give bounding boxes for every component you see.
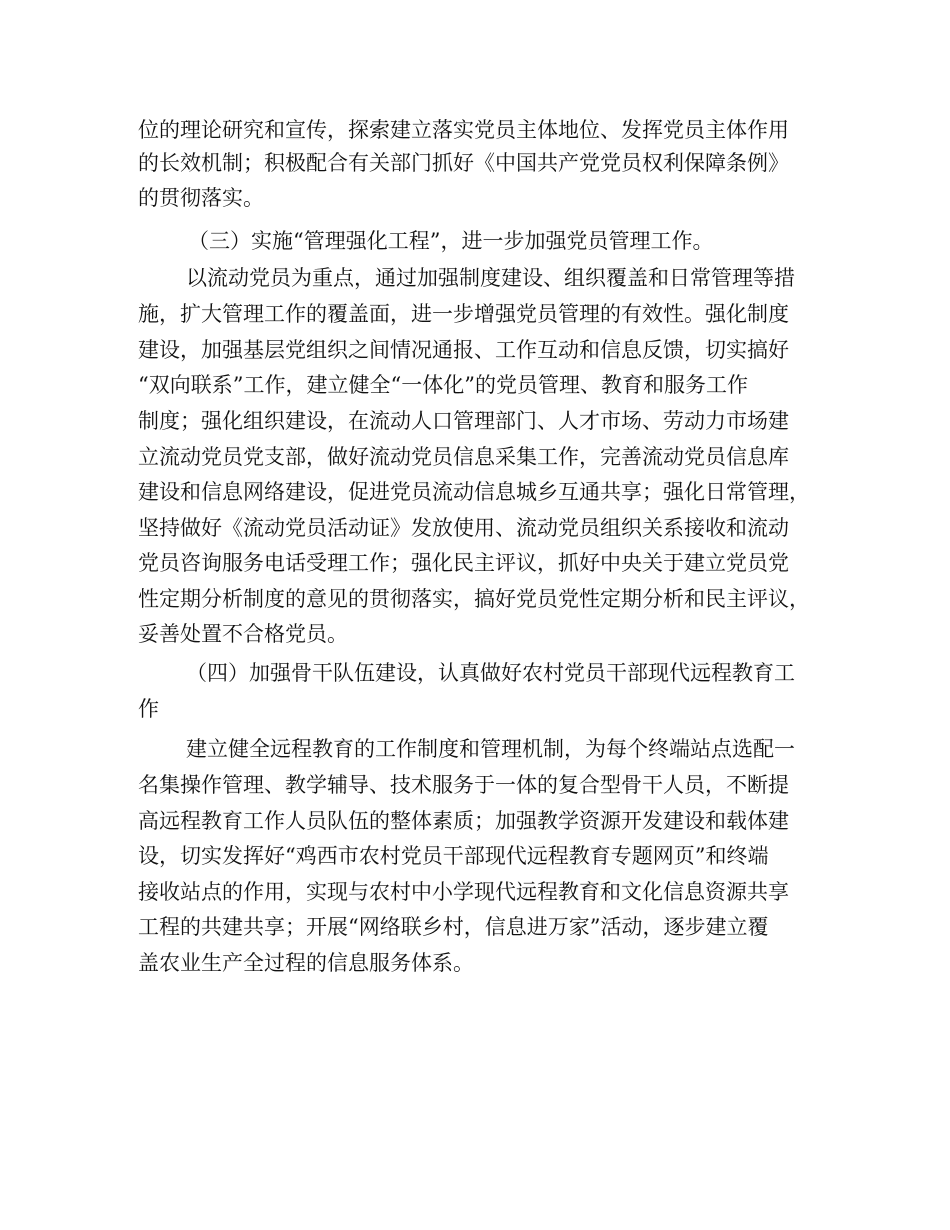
section-heading-4: （四）加强骨干队伍建设，认真做好农村党员干部现代远程教育工 — [186, 661, 795, 685]
text-line: 名集操作管理、教学辅导、技术服务于一体的复合型骨干人员，不断提 — [138, 773, 789, 797]
section-heading-4-continued: 作 — [138, 697, 159, 721]
text-line: 位的理论研究和宣传，探索建立落实党员主体地位、发挥党员主体作用 — [138, 118, 789, 142]
text-line: 建设和信息网络建设，促进党员流动信息城乡互通共享；强化日常管理， — [138, 480, 810, 504]
text-line: 的长效机制；积极配合有关部门抓好《中国共产党党员权利保障条例》 — [138, 151, 789, 175]
text-line: 盖农业生产全过程的信息服务体系。 — [138, 951, 474, 975]
text-line: 工程的共建共享；开展“网络联乡村，信息进万家”活动，逐步建立覆 — [138, 915, 769, 939]
text-line: 建立健全远程教育的工作制度和管理机制，为每个终端站点选配一 — [186, 737, 795, 761]
text-line: 制度；强化组织建设，在流动人口管理部门、人才市场、劳动力市场建 — [138, 409, 789, 433]
text-line: 高远程教育工作人员队伍的整体素质；加强教学资源开发建设和载体建 — [138, 809, 789, 833]
text-line: 接收站点的作用，实现与农村中小学现代远程教育和文化信息资源共享 — [138, 880, 789, 904]
section-heading-3: （三）实施“管理强化工程”，进一步加强党员管理工作。 — [188, 229, 714, 253]
text-line: 党员咨询服务电话受理工作；强化民主评议，抓好中央关于建立党员党 — [138, 551, 789, 575]
text-line: 妥善处置不合格党员。 — [138, 622, 348, 646]
text-line: 性定期分析制度的意见的贯彻落实，搞好党员党性定期分析和民主评议， — [138, 587, 810, 611]
text-line: 的贯彻落实。 — [138, 186, 264, 210]
text-line: “双向联系”工作，建立健全“一体化”的党员管理、教育和服务工作 — [138, 373, 748, 397]
text-line: 施，扩大管理工作的覆盖面，进一步增强党员管理的有效性。强化制度 — [138, 302, 789, 326]
text-line: 以流动党员为重点，通过加强制度建设、组织覆盖和日常管理等措 — [186, 266, 795, 290]
text-line: 坚持做好《流动党员活动证》发放使用、流动党员组织关系接收和流动 — [138, 516, 789, 540]
text-line: 设，切实发挥好“鸡西市农村党员干部现代远程教育专题网页”和终端 — [138, 844, 769, 868]
text-line: 建设，加强基层党组织之间情况通报、工作互动和信息反馈，切实搞好 — [138, 338, 789, 362]
text-line: 立流动党员党支部，做好流动党员信息采集工作，完善流动党员信息库 — [138, 445, 789, 469]
